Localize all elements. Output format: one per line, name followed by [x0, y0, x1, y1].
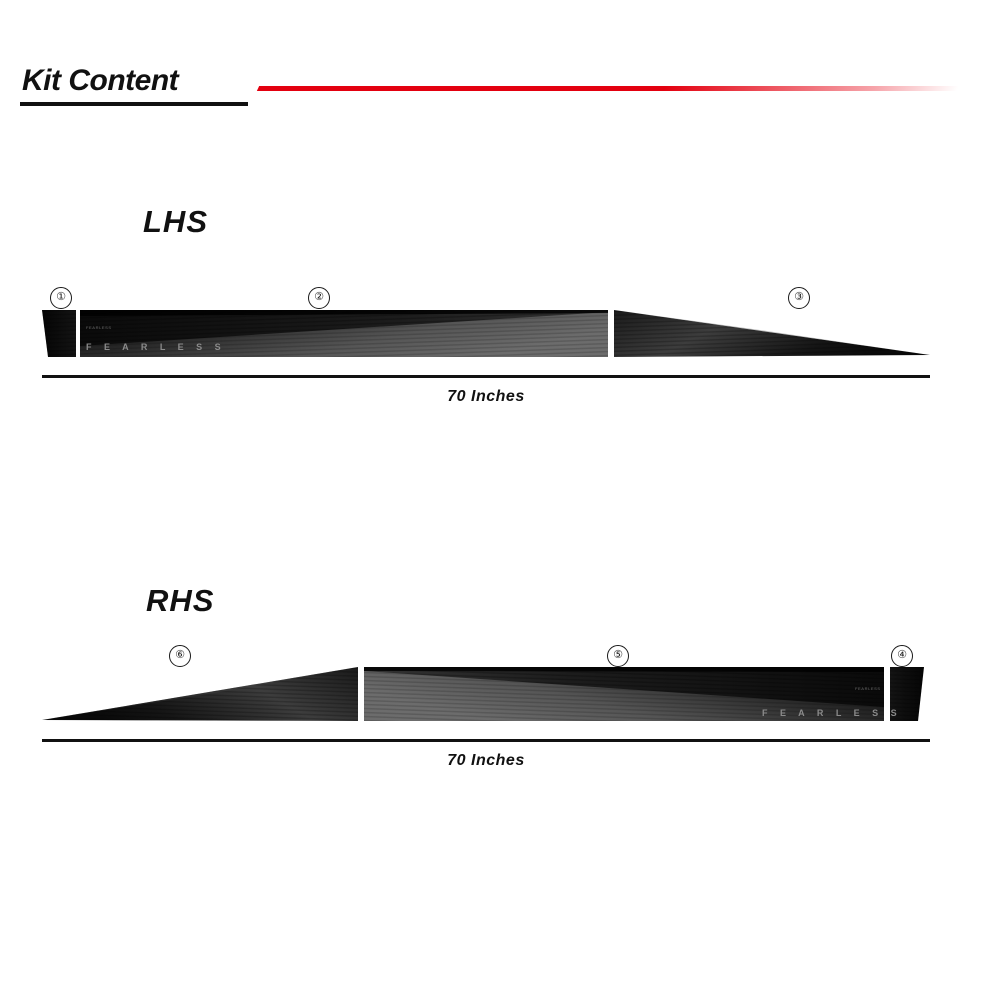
rhs-decal-microtext: FEARLESS [855, 686, 881, 691]
lhs-dimension-label: 70 Inches [447, 388, 525, 405]
rhs-dimension-line [42, 739, 930, 742]
callout-badge-6: ⑥ [169, 645, 191, 667]
page-title: Kit Content [22, 64, 179, 97]
title-underline [20, 102, 248, 106]
lhs-decal-graphic [0, 300, 1000, 372]
lhs-decal-microtext: FEARLESS [86, 325, 112, 330]
callout-badge-4: ④ [891, 645, 913, 667]
lhs-dimension-line [42, 375, 930, 378]
lhs-decal-wordmark: F E A R L E S S [86, 342, 226, 352]
callout-badge-3: ③ [788, 287, 810, 309]
section-label-lhs: LHS [143, 204, 208, 239]
header-accent-bar [257, 86, 959, 91]
rhs-decal-graphic [0, 663, 1000, 735]
callout-badge-5: ⑤ [607, 645, 629, 667]
page-header [0, 28, 1000, 97]
callout-badge-2: ② [308, 287, 330, 309]
rhs-dimension-label: 70 Inches [447, 752, 525, 769]
section-label-rhs: RHS [146, 583, 215, 618]
callout-badge-1: ① [50, 287, 72, 309]
rhs-decal-wordmark: F E A R L E S S [762, 708, 902, 718]
